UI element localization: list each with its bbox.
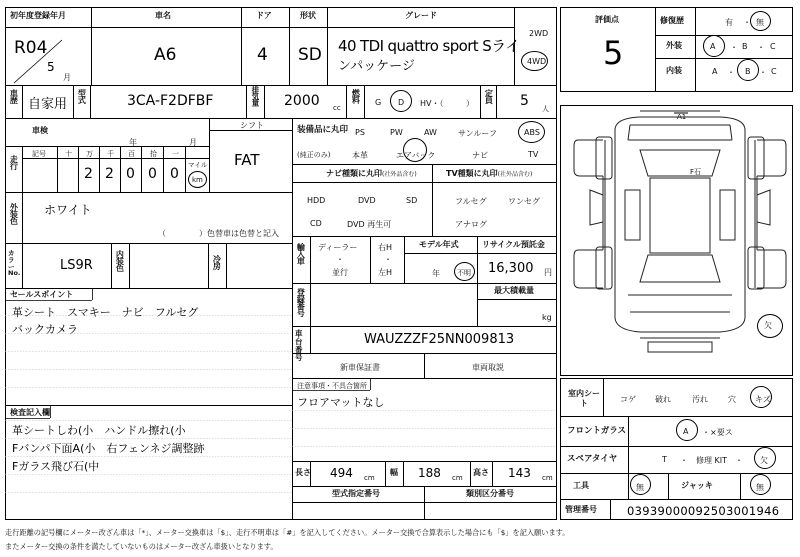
warranty-label: 新車保証書 <box>340 363 380 372</box>
tv-type-label: TV種類に丸印(社外品含む) <box>446 169 533 178</box>
equip-airbag: エアバック <box>396 151 436 160</box>
color-code: LS9R <box>60 258 93 273</box>
mileage-digit-2: 2 <box>105 166 114 182</box>
digit-header-1: 万 <box>86 150 93 158</box>
spare-label: スペアタイヤ <box>567 454 618 464</box>
mileage-digit-4: 0 <box>148 166 157 182</box>
equip-ps: PS <box>355 128 365 137</box>
exterior-grade-label: 外装 <box>666 41 682 50</box>
import-dot2: ・ <box>384 255 392 264</box>
max-load-label: 最大積載量 <box>494 286 534 295</box>
seat-burn: コゲ <box>620 395 636 404</box>
shift-label: シフト <box>240 121 264 130</box>
mgmt-label: 管理番号 <box>565 505 597 514</box>
exterior-sep2: ・ <box>757 43 765 52</box>
glass-a: A <box>683 427 689 436</box>
mileage-digit-1: 2 <box>84 166 93 182</box>
score-value: 5 <box>603 34 624 72</box>
km-circle <box>188 171 207 188</box>
exterior-color-label: 外装色 <box>9 203 19 224</box>
seat-tear: 破れ <box>655 395 671 404</box>
tools-none: 無 <box>636 483 644 492</box>
footer-line1: 走行距離の記号欄にメーター改ざん車は「*」、メーター交換車は「$」、走行不明車は「#」を記入してください。メーター交換で合算表示した場合にも「$」を記入願います。 <box>5 528 570 537</box>
vin-label: 車台番号 <box>295 329 303 362</box>
selling-line2: バックカメラ <box>12 323 78 336</box>
exterior-grade-c: C <box>770 42 776 51</box>
navi-sd: SD <box>406 196 418 205</box>
length-label: 長さ <box>295 468 311 477</box>
missing-mark: 欠 <box>764 321 772 330</box>
interior-sep2: ・ <box>759 68 767 77</box>
cc-unit: cc <box>333 104 341 112</box>
month-unit: 月 <box>63 73 71 82</box>
first-reg-year: R04 <box>14 38 48 58</box>
repair-yes: 有 <box>725 18 733 27</box>
width-label: 幅 <box>390 468 398 477</box>
notes-value: フロアマットなし <box>297 396 385 409</box>
damage-a1: A1 <box>677 113 687 121</box>
first-reg-month: 5 <box>47 60 55 74</box>
exterior-sep1: ・ <box>730 43 738 52</box>
displacement-label: 排気量 <box>250 86 260 106</box>
mileage-digit-3: 0 <box>126 166 135 182</box>
import-parallel: 並行 <box>332 268 348 277</box>
door-label: ドア <box>256 11 272 20</box>
record-label: 記号 <box>32 150 46 158</box>
import-dot: ・ <box>336 255 344 264</box>
equip-pw: PW <box>390 128 403 137</box>
color-code-label: カラーNo. <box>8 249 21 278</box>
import-right-h: 右H <box>378 243 393 252</box>
interior-grade-label: 内装 <box>666 66 682 75</box>
height-label: 高さ <box>473 468 489 477</box>
recycle-label: リサイクル預託金 <box>482 240 545 249</box>
interior-grade-a: A <box>712 67 718 76</box>
color-note-open: （ <box>158 229 166 238</box>
first-reg-label: 初年度登録年月 <box>10 11 66 20</box>
person-unit: 人 <box>542 105 549 113</box>
height-unit: cm <box>542 474 553 482</box>
grade-label: グレード <box>405 11 437 20</box>
category-label: 車歴 <box>9 89 19 103</box>
repair-none-circle <box>750 11 771 31</box>
equipment-label: 装備品に丸印 <box>297 125 349 135</box>
navi-dvd-play: DVD 再生可 <box>347 220 392 229</box>
model-label: 型式 <box>77 89 87 103</box>
navi-hdd: HDD <box>307 196 326 205</box>
glass-x: ・×要ス <box>702 428 733 437</box>
spare-missing: 欠 <box>760 456 768 465</box>
height-value: 143 <box>508 466 531 480</box>
width-value: 188 <box>418 466 441 480</box>
seat-scratch: キズ <box>755 395 771 404</box>
digit-header-4: 拾 <box>150 150 157 158</box>
import-left-h: 左H <box>378 268 393 277</box>
kg-unit: kg <box>542 313 552 322</box>
spare-missing-circle <box>754 447 776 469</box>
model-year-unit: 年 <box>432 269 440 278</box>
inspector-line1: 革シートしわ(小 ハンドル擦れ(小 <box>12 424 186 437</box>
digit-header-3: 百 <box>128 150 135 158</box>
fridge-label: 冷房 <box>212 255 222 269</box>
seat-label: 室内シート <box>568 389 600 409</box>
shape-label: 形状 <box>300 11 316 20</box>
car-name: A6 <box>154 45 177 65</box>
spare-t: T <box>662 455 667 464</box>
model-year-unknown: 不明 <box>457 269 471 277</box>
color-note-close: ）色替車は色替と記入 <box>199 229 279 238</box>
selling-line1: 革シート スマキー ナビ フルセグ <box>12 306 199 319</box>
digit-header-5: 一 <box>172 150 179 158</box>
navi-dvd: DVD <box>358 196 376 205</box>
grade-line1: 40 TDI quattro sport Sライ <box>338 37 520 55</box>
navi-type-label: ナビ種類に丸印(社外品含む) <box>326 169 417 178</box>
tools-none-circle <box>630 474 651 495</box>
equip-tv: TV <box>528 150 539 159</box>
equip-leather: 本革 <box>352 151 368 160</box>
equip-aw: AW <box>424 128 437 137</box>
repair-none: 無 <box>756 18 764 27</box>
fuel-label: 燃料 <box>351 89 361 103</box>
equip-abs: ABS <box>524 128 540 137</box>
tools-label: 工具 <box>573 481 589 490</box>
damage-fr: F石 <box>690 168 702 176</box>
shaken-month-unit: 月 <box>189 138 197 147</box>
navi-cd: CD <box>310 219 322 228</box>
airbag-circle <box>403 138 427 162</box>
jack-none-circle <box>750 474 771 495</box>
interior-color-label: 内装色 <box>115 250 125 271</box>
exterior-color: ホワイト <box>44 203 92 217</box>
notes-label: 注意事項・不具合箇所 <box>297 382 367 390</box>
recycle-fee: 16,300 <box>488 261 534 276</box>
vin-value: WAUZZZF25NN009813 <box>364 332 515 347</box>
interior-grade-c: C <box>771 67 777 76</box>
model: 3CA-F2DFBF <box>127 93 214 109</box>
mgmt-no: 03939000092503001946 <box>627 504 780 518</box>
abs-circle <box>518 121 545 143</box>
shift: FAT <box>234 151 260 169</box>
seat-stain: 汚れ <box>692 395 708 404</box>
interior-sep1: ・ <box>727 68 735 77</box>
equipment-sub: (純正のみ) <box>297 151 331 159</box>
seat-scratch-circle <box>750 386 772 408</box>
class-label: 類別区分番号 <box>466 489 514 498</box>
drive-4wd: 4WD <box>527 57 547 66</box>
category: 自家用 <box>28 97 68 112</box>
inspector-label: 検査記入欄 <box>10 408 50 417</box>
glass-a-circle <box>676 419 698 441</box>
shaken-label: 車検 <box>32 126 48 135</box>
exterior-grade-b: B <box>742 42 748 51</box>
tv-analog: アナログ <box>455 220 487 229</box>
interior-grade-b: B <box>745 67 751 76</box>
inspector-line2: Fバンパ下面A(小 右フェンネジ調整跡 <box>12 442 205 455</box>
length-unit: cm <box>364 474 375 482</box>
type-cert-label: 型式指定番号 <box>332 489 380 498</box>
reg-no-label: 登録番号 <box>296 288 306 316</box>
exterior-a-circle <box>703 35 725 57</box>
repair-sep: ・ <box>743 18 751 27</box>
car-diagram <box>574 111 786 352</box>
grade-line2: ンパッケージ <box>338 59 415 74</box>
footer-line2: またメーター交換の条件を満たしていないものはメーター改ざん車扱いとなります。 <box>5 542 278 551</box>
drive-4wd-circle <box>521 51 548 71</box>
exterior-grade-a: A <box>710 42 716 51</box>
equip-navi: ナビ <box>472 151 488 160</box>
fuel-close: ） <box>466 99 474 108</box>
repair-label: 修復歴 <box>660 16 684 25</box>
drive-2wd: 2WD <box>529 29 549 38</box>
score-label: 評価点 <box>595 15 619 24</box>
import-label: 輸入車 <box>296 243 306 264</box>
jack-none: 無 <box>756 483 764 492</box>
fuel-d-circle <box>390 90 412 112</box>
fuel-g: G <box>375 98 382 107</box>
fuel-hv: HV・（ <box>420 99 444 108</box>
tv-oneseg: ワンセグ <box>508 197 540 206</box>
car-name-label: 車名 <box>155 11 171 20</box>
capacity-label: 定員 <box>484 89 494 103</box>
jack-label: ジャッキ <box>681 481 713 490</box>
fuel-d: D <box>398 98 405 107</box>
seat-hole: 穴 <box>728 395 736 404</box>
digit-header-2: 千 <box>107 150 114 158</box>
mileage-label: 走行 <box>9 155 19 169</box>
unknown-circle <box>454 262 475 281</box>
tv-fullseg: フルセグ <box>455 197 487 206</box>
shape: SD <box>298 45 322 65</box>
width-unit: cm <box>452 474 463 482</box>
km-label: km <box>192 176 203 184</box>
model-year-label: モデル年式 <box>419 240 459 249</box>
import-dealer: ディーラー <box>318 243 358 252</box>
displacement: 2000 <box>284 93 320 109</box>
equip-sunroof: サンルーフ <box>458 129 497 138</box>
glass-label: フロントガラス <box>567 426 626 436</box>
selling-label: セールスポイント <box>10 290 74 299</box>
doors: 4 <box>257 45 268 65</box>
capacity: 5 <box>520 93 529 109</box>
digit-header-0: 十 <box>65 150 72 158</box>
length-value: 494 <box>330 466 353 480</box>
inspector-line3: Fガラス飛び石(中 <box>12 460 100 473</box>
manual-label: 車両取説 <box>472 363 504 372</box>
mileage-digit-5: 0 <box>170 166 179 182</box>
spare-kit: ・ 修理 KIT ・ <box>680 456 744 465</box>
interior-b-circle <box>737 59 759 81</box>
mile-label: マイル <box>188 161 208 169</box>
shaken-year-unit: 年 <box>129 138 137 147</box>
yen-unit: 円 <box>544 268 552 277</box>
